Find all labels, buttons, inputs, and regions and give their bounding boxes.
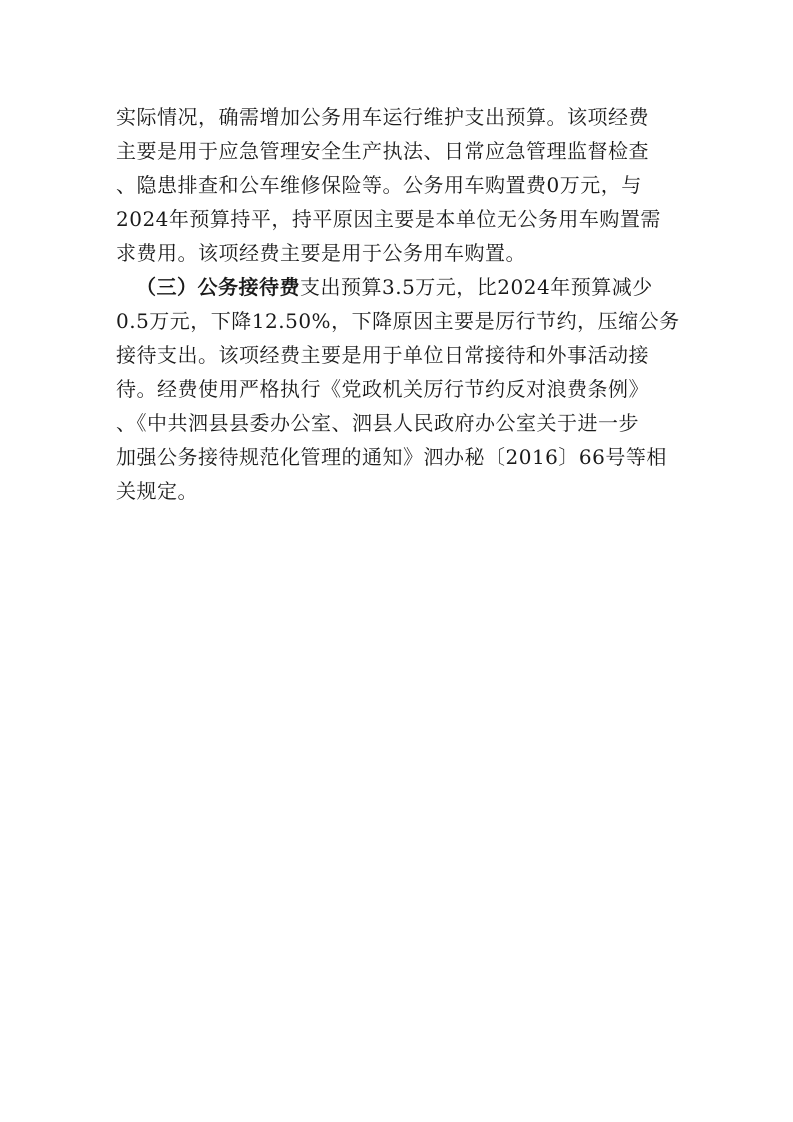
- paragraph-line: 实际情况，确需增加公务用车运行维护支出预算。该项经费: [116, 105, 649, 129]
- paragraph-line: 2024年预算持平，持平原因主要是本单位无公务用车购置需: [116, 207, 661, 231]
- paragraph-line: 、《中共泗县县委办公室、泗县人民政府办公室关于进一步: [116, 411, 639, 435]
- paragraph-line: 求费用。该项经费主要是用于公务用车购置。: [116, 241, 526, 265]
- paragraph-line: 、隐患排查和公车维修保险等。公务用车购置费0万元，与: [116, 173, 642, 197]
- paragraph-line: 关规定。: [116, 479, 198, 503]
- paragraph-line: 加强公务接待规范化管理的通知》泗办秘〔2016〕66号等相: [116, 445, 667, 469]
- section-3-first-line: [116, 270, 716, 304]
- section-3-first-line-text: 支出预算3.5万元，比2024年预算减少: [300, 275, 653, 299]
- paragraph-line: 主要是用于应急管理安全生产执法、日常应急管理监督检查: [116, 139, 649, 163]
- section-3-heading: （三）公务接待费: [136, 275, 300, 299]
- document-body: [116, 100, 716, 508]
- paragraph-line: 待。经费使用严格执行《党政机关厉行节约反对浪费条例》: [116, 377, 649, 401]
- paragraph-line: 接待支出。该项经费主要是用于单位日常接待和外事活动接: [116, 343, 649, 367]
- paragraph-line: 0.5万元，下降12.50%，下降原因主要是厉行节约，压缩公务: [116, 309, 680, 333]
